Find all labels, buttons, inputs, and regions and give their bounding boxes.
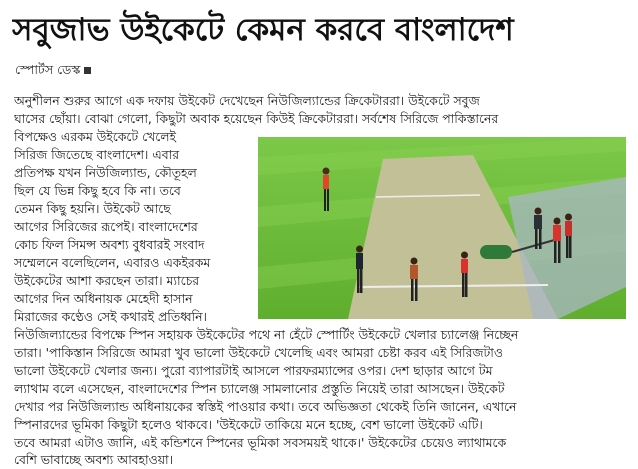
byline bbox=[15, 60, 91, 80]
body-line: তবে আমরা এটাও জানি, এই কন্ডিশনে স্পিনের ভূমিকা সবসময়ই থাকে।' উইকেটের চেয়েও ল্যাথামকে bbox=[14, 435, 507, 450]
column-line: উইকেটের আশা করছেন তারা। ম্যাচের bbox=[14, 273, 200, 288]
column-line: তেমন কিছু হয়নি। উইকেট আছে bbox=[14, 201, 171, 216]
column-line: মিরাজের কণ্ঠেও সেই কথারই প্রতিধ্বনি। bbox=[14, 309, 207, 324]
byline-text: স্পোর্টস ডেস্ক bbox=[15, 62, 81, 77]
column-line: ছিল যে ভিন্ন কিছু হবে কি না। তবে bbox=[14, 183, 181, 198]
column-line: সম্মেলনে বলেছিলেন, এবারও একইরকম bbox=[14, 255, 211, 270]
body-line: নিউজিল্যান্ডের বিপক্ষে স্পিন সহায়ক উইকেটের পথে না হেঁটে স্পোর্টিং উইকেটে খেলার চ্যালেঞ্জ নিচ্ছেন bbox=[14, 327, 519, 342]
intro-line: অনুশীলন শুরুর আগে এক দফায় উইকেট দেখেছেন নিউজিল্যান্ডের ক্রিকেটাররা। উইকেটে সবুজ bbox=[14, 93, 480, 108]
body-line: দেখার পর নিউজিল্যান্ড অধিনায়কের স্বস্তিই পাওয়ার কথা। তবে অভিজ্ঞতা থেকেই তিনি জানেন, এখানে bbox=[14, 399, 517, 414]
body-line: স্পিনারদের ভূমিকা কিছুটা হলেও থাকবে। 'উইকেটে তাকিয়ে মনে হচ্ছে, বেশ ভালো উইকেট এটি। bbox=[14, 417, 483, 432]
column-line: বিপক্ষেও এরকম উইকেটে খেলেই bbox=[14, 129, 176, 144]
headline: সবুজাভ উইকেটে কেমন করবে বাংলাদেশ bbox=[12, 12, 514, 48]
body-line: ভালো উইকেটে খেলার জন্য। পুরো ব্যাপারটাই আসলে পারফরম্যান্সের ওপর। দেশ ছাড়ার আগে টম bbox=[14, 363, 493, 378]
column-line: সিরিজ জিতেছে বাংলাদেশ। এবার bbox=[14, 147, 180, 162]
column-line: আগের সিরিজের রূপেই। বাংলাদেশের bbox=[14, 219, 198, 234]
body-line: তারা। 'পাকিস্তান সিরিজে আমরা খুব ভালো উইকেটে খেলেছি এবং আমরা চেষ্টা করব এই সিরিজটাও bbox=[14, 345, 503, 360]
cricket-pitch-photo bbox=[258, 137, 626, 319]
body-line: বেশি ভাবাচ্ছে অবশ্য আবহাওয়া। bbox=[14, 452, 174, 467]
column-line: প্রতিপক্ষ যখন নিউজিল্যান্ড, কৌতূহল bbox=[14, 165, 197, 180]
column-line: কোচ ফিল সিমন্স অবশ্য বুধবারই সংবাদ bbox=[14, 237, 205, 252]
intro-line: ঘাসের ছোঁয়া। বোঝা গেলো, কিছুটা অবাক হয়েছেন কিউই ক্রিকেটাররা। সর্বশেষ সিরিজে পাকিস্তানের bbox=[14, 111, 499, 126]
body-line: ল্যাথাম বলে এসেছেন, বাংলাদেশের স্পিন চ্যালেঞ্জ সামলানোর প্রস্তুতি নিয়েই তারা আসছেন। উইকেট bbox=[14, 381, 505, 396]
pitch-illustration bbox=[258, 137, 626, 319]
column-line: আগের দিন অধিনায়ক মেহেদী হাসান bbox=[14, 291, 193, 306]
square-bullet-icon bbox=[84, 67, 91, 74]
